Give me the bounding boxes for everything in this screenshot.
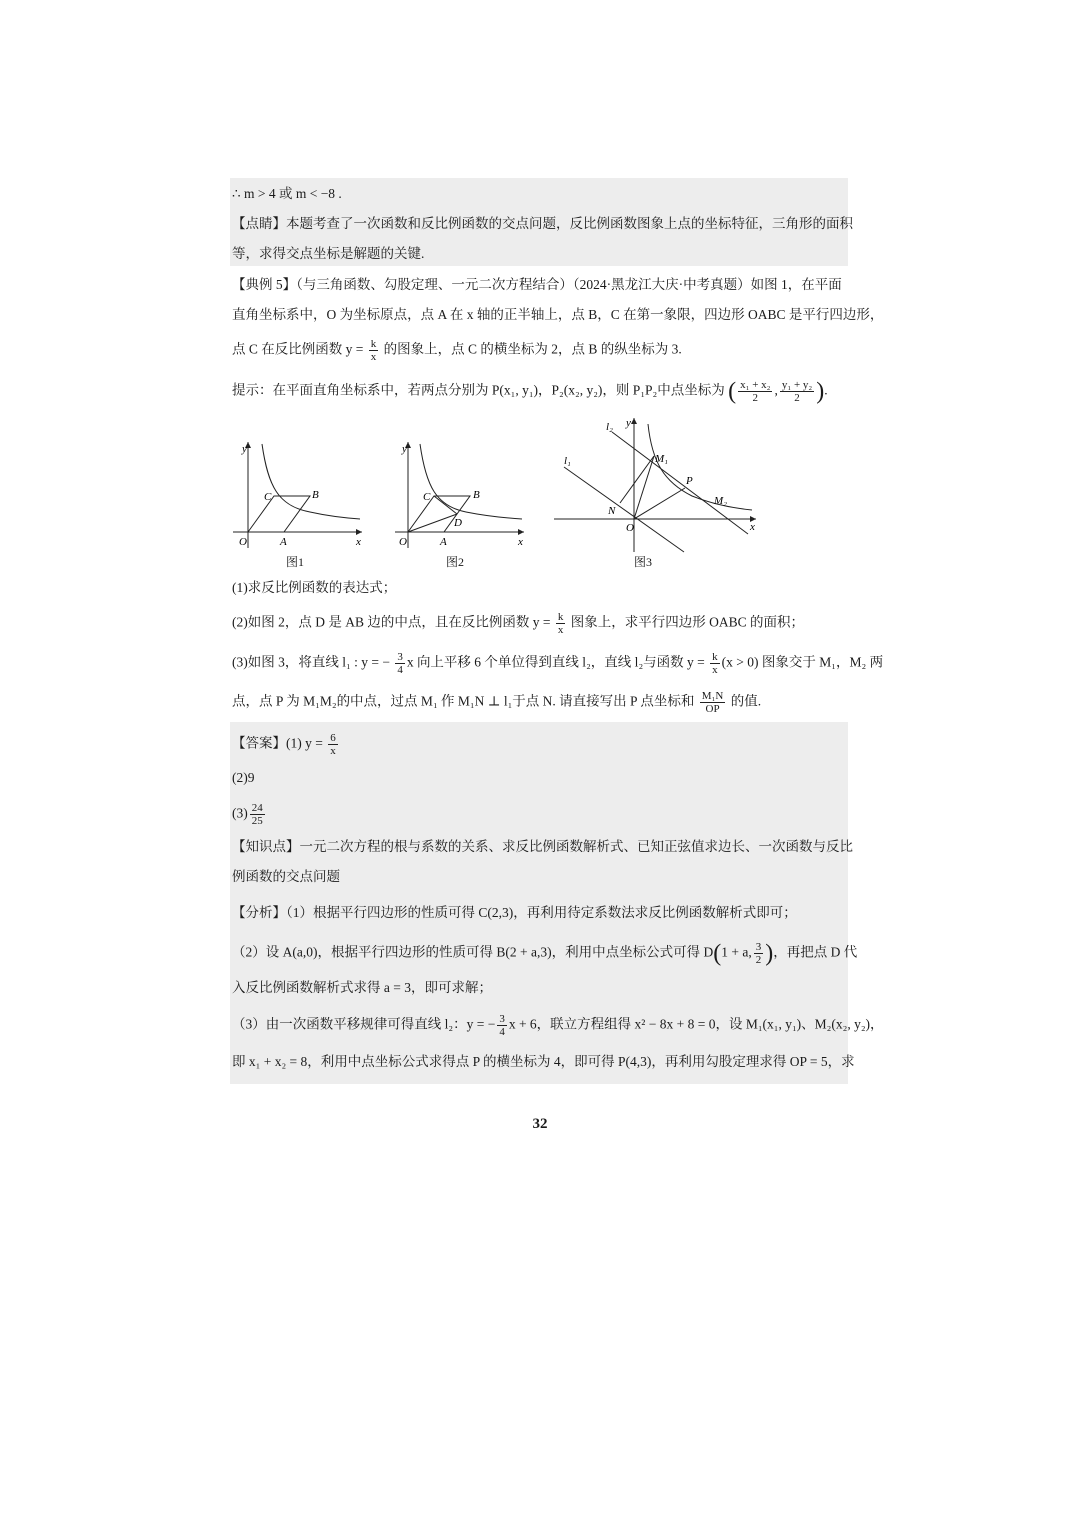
label-B: B [312,489,319,501]
example-line-2: 直角坐标系中，O 为坐标原点，点 A 在 x 轴的正半轴上，点 B，C 在第一象限，四边形 OABC 是平行四边形， [232,307,884,322]
num: 3 [499,1013,505,1025]
text: ₁ 作 M₁N ⊥ l₁ [432,693,513,709]
text: (3) [232,805,248,821]
fraction-k-over-x [369,338,379,363]
label-M1: M₁ [655,453,668,465]
num: 6 [330,732,336,744]
fraction-3-2 [754,941,764,966]
fraction-6-over-x [328,732,338,757]
analysis-line-1: 【分析】（1）根据平行四边形的性质可得 C(2,3)，再利用待定系数法求反比例函数解析式即可； [232,905,797,920]
label-C: C [264,491,272,503]
hint-line: 提示：在平面直角坐标系中，若两点分别为 P(x₁, y₁)，P₂(x₂, y₂)，则 P₁P₂中点坐标为 ( $\frac{\text{x₁ + x₂}}{2}$ , $\frac{\text{y₁ + y₂}}{2}$ ). [232,378,828,405]
text: ₁P₂ [640,382,658,398]
label-M2: M₂ [714,495,727,507]
answer-2: (2)9 [232,770,255,785]
text: (3)如图 3，将直线 l [232,654,346,670]
text: 提示：在平面直角坐标系中，若两点分别为 P [232,382,500,398]
answer-3 [232,802,267,827]
label-A: A [440,536,447,548]
question-2 [232,611,804,636]
text: 图象交于 M [761,654,832,670]
text: 两 [869,654,884,670]
fraction-x-mid [738,379,772,404]
paren: ) [765,940,774,967]
text: (x > 0) [721,654,759,670]
text: ₁ : y = − [346,654,390,670]
figure-2 [390,436,530,554]
den: x [370,351,377,363]
text: 【答案】(1) y = [232,735,323,751]
figure-1 [228,436,368,554]
analysis-line-4 [232,1013,884,1038]
num: 24 [251,802,263,814]
figure-3-caption: 图3 [634,555,653,569]
text: （2）设 A(a,0)，根据平行四边形的性质可得 B(2 + a,3)，利用中点坐标公式可得 D [232,944,714,960]
den: x [712,664,718,676]
label-x: x [750,521,755,533]
label-x: x [356,536,361,548]
text: 图象上，求平行四边形 OABC 的面积； [570,614,804,630]
question-3 [232,651,883,676]
text: 向上平移 6 个单位得到直线 l [416,654,587,670]
den: OP [705,703,720,715]
analysis-line-2 [232,941,857,966]
example-line-3 [232,338,682,363]
paren: ( [713,940,722,967]
label-B: B [473,489,480,501]
figure-3 [552,412,762,554]
den: 2 [755,954,762,966]
num: x₁ + x₂ [740,379,771,391]
num: y₁ + y₂ [781,379,813,391]
text: 与函数 y = [643,654,705,670]
num: k [712,651,718,663]
label-C: C [423,491,431,503]
text: ，再把点 D 代 [773,944,858,960]
text: x + 6，联立方程组得 x² − 8x + 8 = 0，设 M₁(x₁, y₁)、M₂(x₂, y₂)， [508,1016,884,1032]
text: ，直线 l [590,654,639,670]
fraction-m1n-op [700,690,726,715]
num: M₁N [701,690,724,702]
text: x [406,654,414,670]
knowledge-line-2: 例函数的交点问题 [232,869,340,884]
fraction-3-4 [497,1013,507,1038]
label-y: y [626,417,631,429]
question-3-cont [232,690,761,715]
text: 点，点 P 为 M [232,693,316,709]
den: x [330,745,336,757]
figure-2-caption: 图2 [446,555,465,569]
num: 3 [397,651,403,663]
analysis-line-5: 即 x₁ + x₂ = 8，利用中点坐标公式求得点 P 的横坐标为 4，即可得 P(4,3)，再利用勾股定理求得 OP = 5，求 [232,1054,855,1069]
label-O: O [239,536,247,548]
text: ₂ [586,654,591,670]
text: ，则 P [602,382,641,398]
label-x: x [518,536,523,548]
den: x [557,624,564,636]
num: k [370,338,377,350]
label-l1: l₁ [564,455,571,467]
text: ₁M₂ [315,693,337,709]
text: ₂ [638,654,644,670]
label-O: O [626,522,634,534]
paren: ( [728,378,737,405]
note-line-2: 等，求得交点坐标是解题的关键. [232,246,425,261]
text: 于点 N. 请直接写出 P 点坐标和 [512,693,695,709]
den: 4 [499,1026,505,1038]
text: ₁，M₂ [831,654,867,670]
num: 3 [755,941,762,953]
num: k [557,611,564,623]
example-line-1: 【典例 5】（与三角函数、勾股定理、一元二次方程结合）（2024·黑龙江大庆·中考真题）如图 1，在平面 [232,277,842,292]
label-A: A [280,536,287,548]
text: （3）由一次函数平移规律可得直线 l₂：y = − [232,1016,496,1032]
den: 4 [397,664,403,676]
fraction-y-mid [780,379,814,404]
analysis-line-3: 入反比例函数解析式求得 a = 3，即可求解； [232,980,492,995]
text: 的中点，过点 M [336,693,433,709]
conclusion-line: ∴ m > 4 或 m < −8 . [232,186,342,201]
den: 2 [752,392,759,404]
note-line-1: 【点睛】本题考查了一次函数和反比例函数的交点问题，反比例函数图象上点的坐标特征，三角形的面积 [232,216,853,231]
text: (2)如图 2，点 D 是 AB 边的中点，且在反比例函数 y = [232,614,551,630]
fraction-24-25 [250,802,265,827]
den: 2 [794,392,800,404]
page-number: 32 [532,1116,548,1132]
fraction-3-4 [395,651,405,676]
figure-1-caption: 图1 [286,555,305,569]
text: 中点坐标为 [657,382,725,398]
paren: ) [816,378,825,405]
label-l2: l₂ [606,421,613,433]
knowledge-line-1: 【知识点】一元二次方程的根与系数的关系、求反比例函数解析式、已知正弦值求边长、一次函数与反比 [232,839,853,854]
label-N: N [608,505,616,517]
text: (x₁, y₁)，P₂(x₂, y₂) [499,382,603,398]
question-1: (1)求反比例函数的表达式； [232,580,397,595]
answer-1 [232,732,340,757]
label-O: O [399,536,407,548]
fraction-k-over-x [710,651,720,676]
text: 点 C 在反比例函数 y = [232,341,364,357]
den: 25 [251,815,263,827]
label-D: D [454,517,462,529]
text: 的图象上，点 C 的横坐标为 2，点 B 的纵坐标为 3. [383,341,682,357]
text: 1 + a, [721,944,752,960]
label-y: y [402,443,407,455]
fraction-k-over-x [556,611,566,636]
label-y: y [242,443,247,455]
text: 的值. [730,693,762,709]
label-P: P [686,475,693,487]
